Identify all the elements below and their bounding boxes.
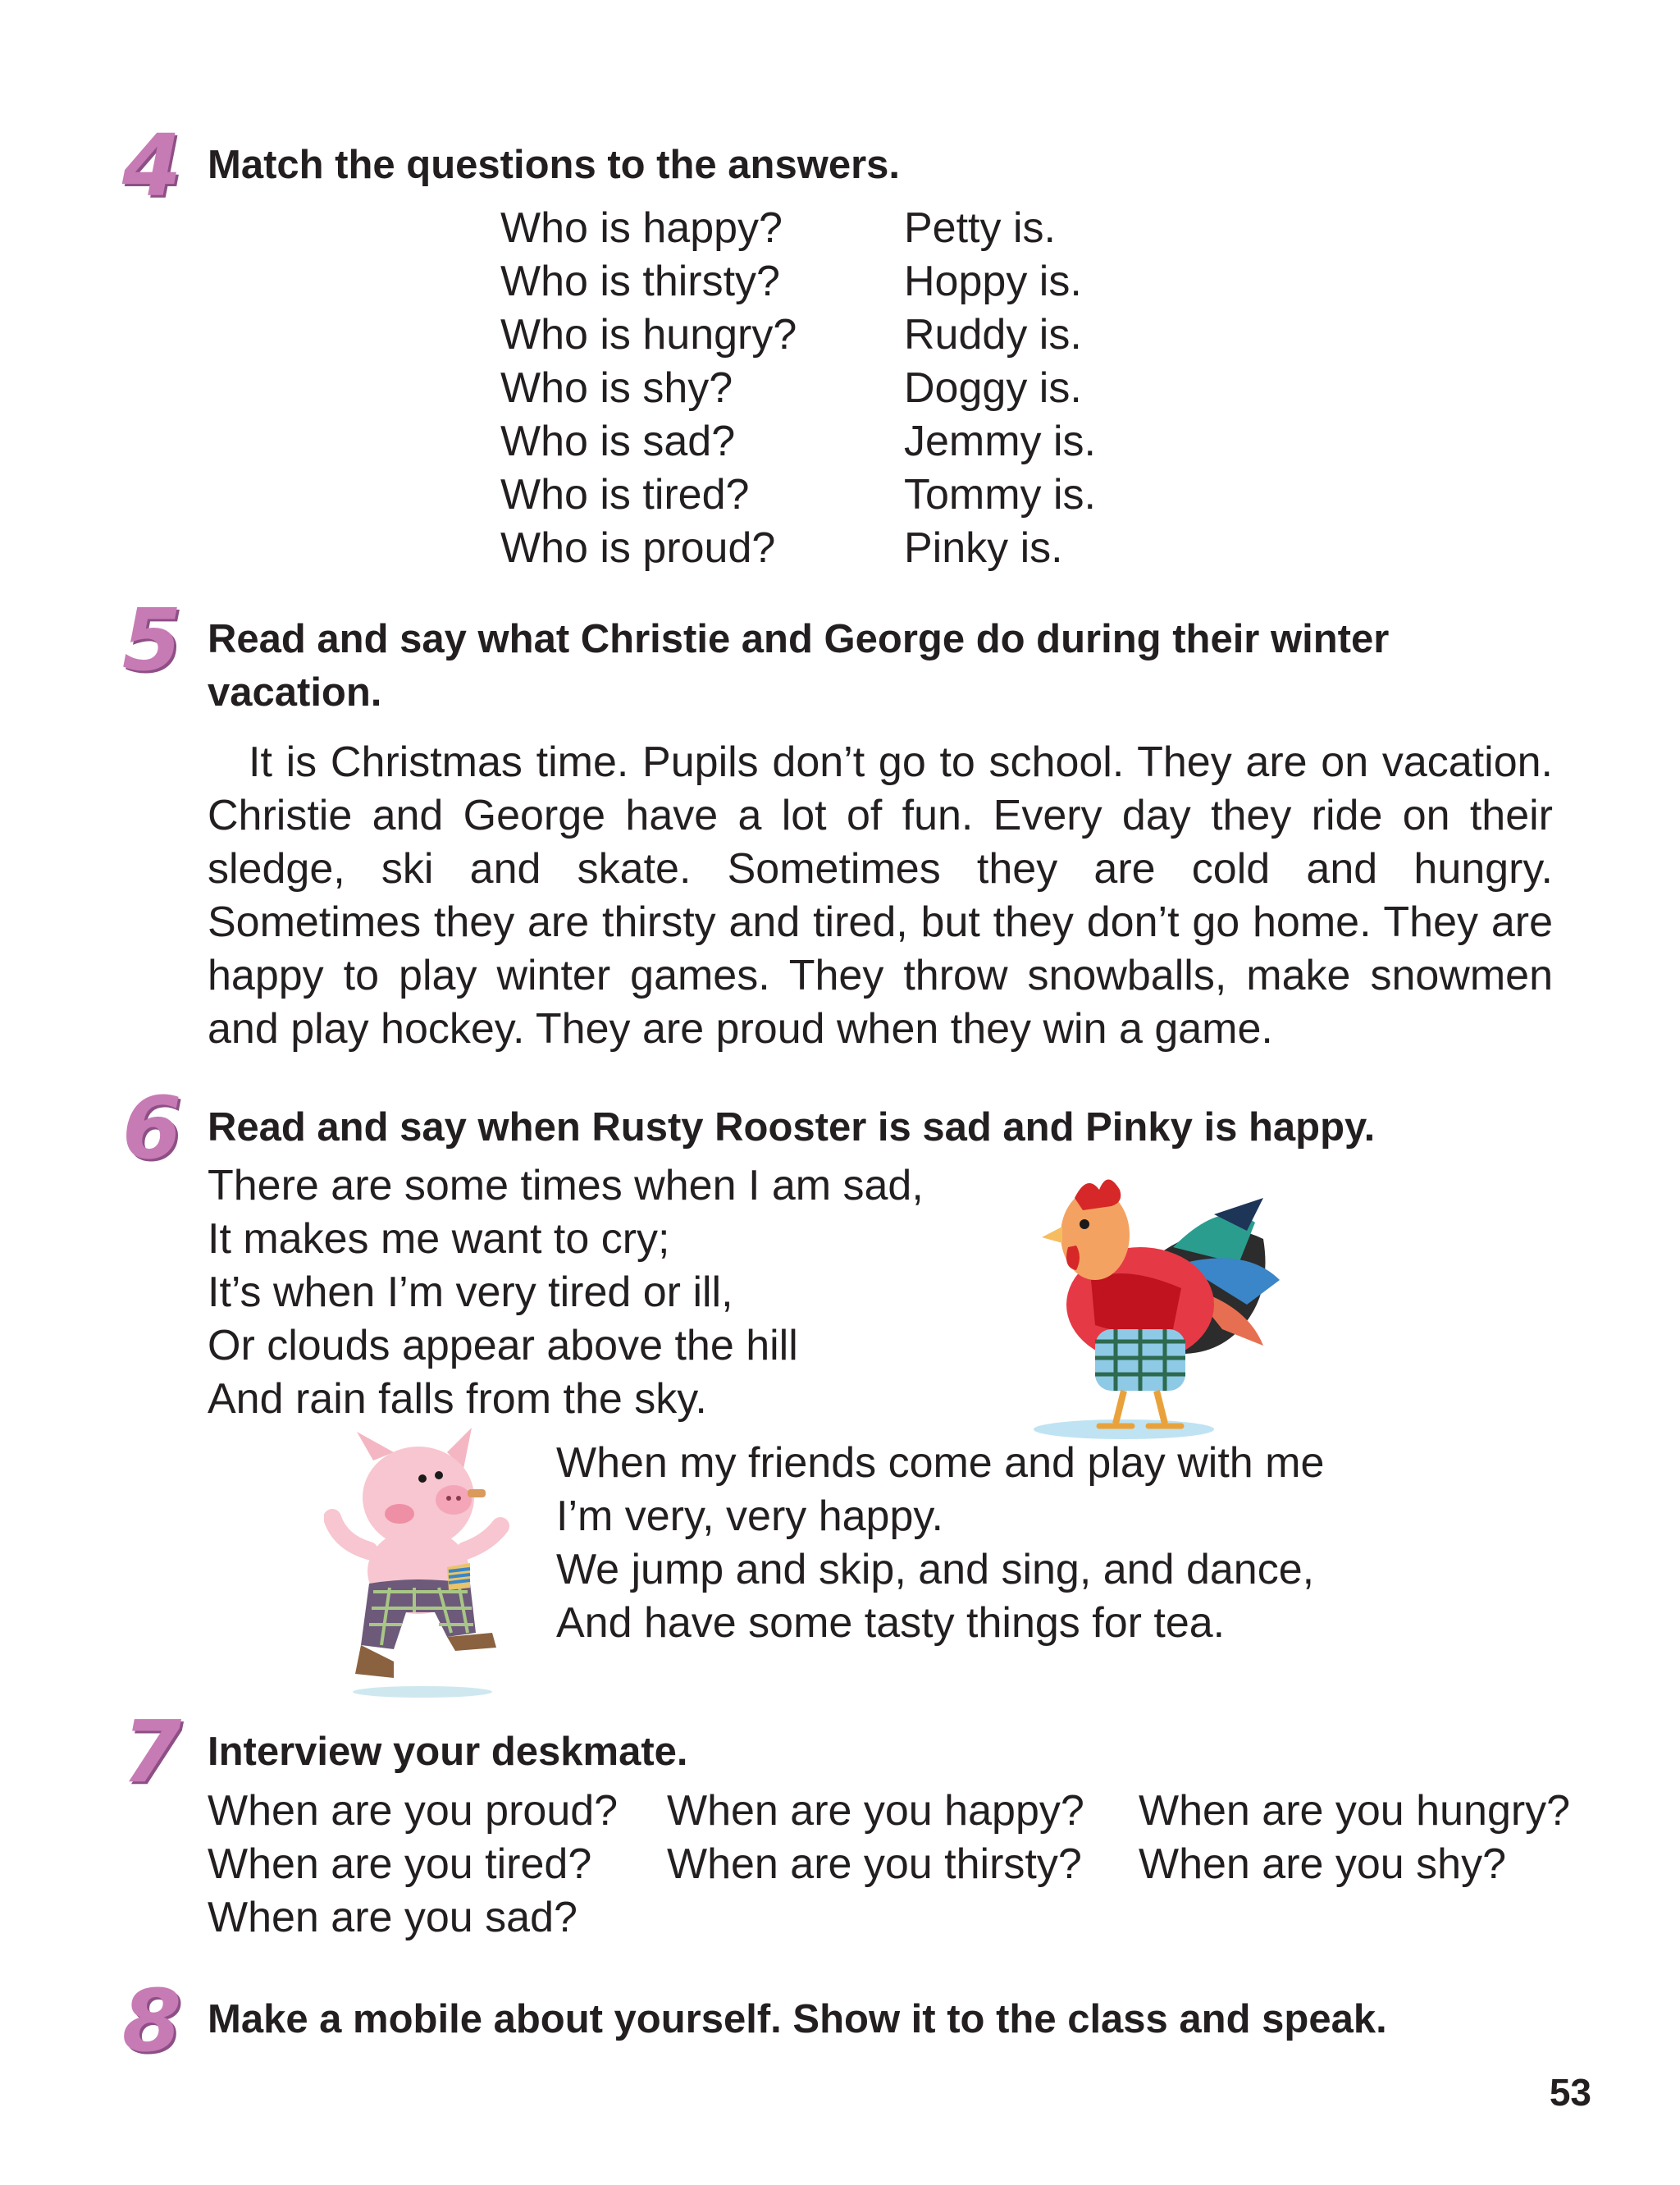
exercise-7-questions — [208, 1785, 1598, 1945]
poem-line: And rain falls from the sky. — [208, 1375, 707, 1423]
interview-question: When are you shy? — [1139, 1840, 1507, 1888]
answer-item: Pinky is. — [904, 524, 1063, 572]
poem-line: It’s when I’m very tired or ill, — [208, 1268, 733, 1316]
reading-text: It is Christmas time. Pupils don’t go to school. They are on vacation. Christie and George have a lot of fun. Every day they ride on their sledge, ski and skate. Sometimes they are cold and hungry. Sometimes they are thirsty and tired, but they don’t go home. They are happy to play winter games. They throw snowballs, make snowmen and play hockey. They are proud when they win a game. — [208, 738, 1553, 1053]
poem-line: There are some times when I am sad, — [208, 1162, 924, 1209]
question-item: Who is sad? — [500, 418, 736, 465]
question-item: Who is shy? — [500, 364, 733, 412]
exercise-4-heading: Match the questions to the answers. — [208, 143, 901, 187]
answer-item: Ruddy is. — [904, 311, 1082, 359]
interview-question: When are you hungry? — [1139, 1787, 1571, 1835]
exercise-4-number: 4 — [121, 116, 182, 216]
question-item: Who is hungry? — [500, 311, 797, 359]
exercise-8-number: 8 — [121, 1971, 182, 2071]
question-item: Who is happy? — [500, 204, 783, 252]
poem-line: Or clouds appear above the hill — [208, 1322, 798, 1369]
exercise-6-number: 6 — [121, 1078, 182, 1178]
question-item: Who is thirsty? — [500, 258, 780, 305]
interview-question: When are you happy? — [667, 1787, 1084, 1835]
poem-line: We jump and skip, and sing, and dance, — [556, 1546, 1315, 1593]
exercise-5-heading: Read and say what Christie and George do during their winter vacation. — [208, 617, 1390, 715]
answer-item: Doggy is. — [904, 364, 1082, 412]
interview-question: When are you sad? — [208, 1894, 578, 1941]
question-item: Who is tired? — [500, 471, 750, 519]
poem-line: When my friends come and play with me — [556, 1439, 1325, 1487]
interview-question: When are you thirsty? — [667, 1840, 1082, 1888]
answer-item: Hoppy is. — [904, 258, 1082, 305]
exercise-5-text — [208, 736, 1553, 1056]
poem-line: It makes me want to cry; — [208, 1215, 670, 1263]
exercise-5-number: 5 — [121, 590, 182, 690]
poem-line: I’m very, very happy. — [556, 1492, 943, 1540]
pinky-poem — [556, 1437, 1324, 1650]
exercise-6-heading: Read and say when Rusty Rooster is sad and Pinky is happy. — [208, 1105, 1376, 1150]
answer-item: Petty is. — [904, 204, 1056, 252]
rooster-poem — [208, 1159, 924, 1426]
pig-illustration — [324, 1428, 521, 1698]
exercise-7-number: 7 — [121, 1702, 182, 1802]
poem-line: And have some tasty things for tea. — [556, 1599, 1226, 1647]
question-item: Who is proud? — [500, 524, 776, 572]
interview-question: When are you proud? — [208, 1787, 619, 1835]
page-number: 53 — [1549, 2071, 1591, 2114]
interview-question: When are you tired? — [208, 1840, 592, 1888]
rooster-illustration — [1017, 1165, 1288, 1444]
exercise-4-answers — [904, 202, 1096, 575]
exercise-7-heading: Interview your deskmate. — [208, 1730, 688, 1774]
exercise-4-questions — [500, 202, 797, 575]
answer-item: Tommy is. — [904, 471, 1096, 519]
exercise-8-heading: Make a mobile about yourself. Show it to the class and speak. — [208, 1997, 1387, 2041]
answer-item: Jemmy is. — [904, 418, 1096, 465]
